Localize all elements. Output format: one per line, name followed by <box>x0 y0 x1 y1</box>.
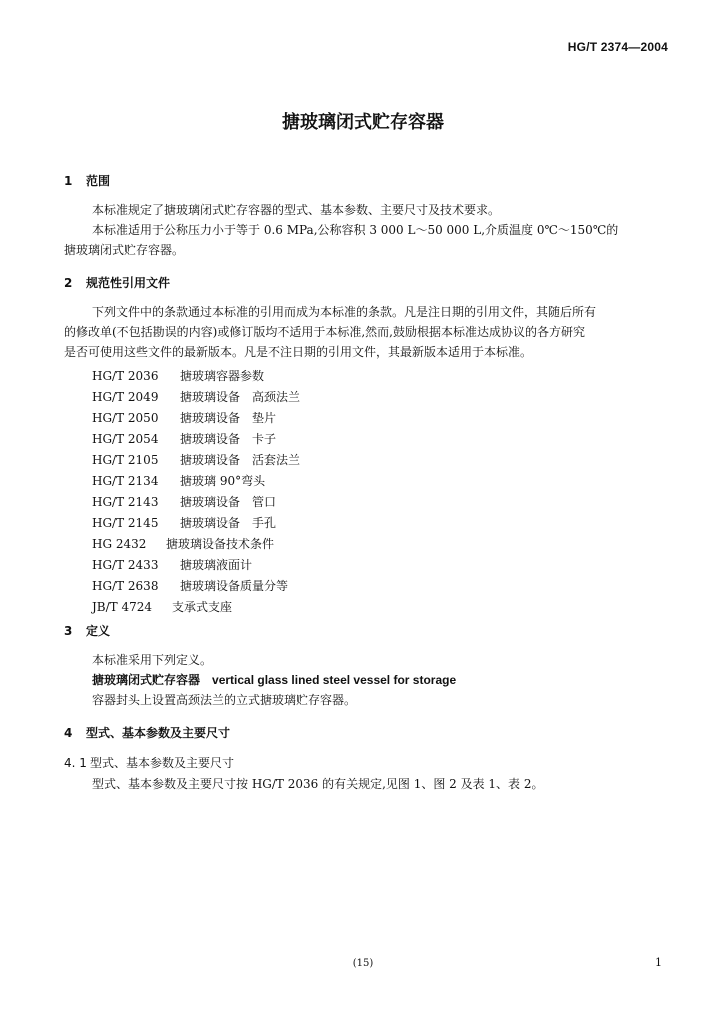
list-item <box>92 576 300 597</box>
ref-code: JB/T 4724 <box>92 600 153 614</box>
list-item <box>92 408 300 429</box>
ref-code: HG/T 2145 <box>92 516 159 530</box>
ref-code: HG/T 2036 <box>92 369 159 383</box>
page-number: (15) <box>352 958 374 969</box>
list-item <box>92 513 300 534</box>
page-title: 搪玻璃闭式贮存容器 <box>282 112 444 133</box>
paragraph: 本标准规定了搪玻璃闭式贮存容器的型式、基本参数、主要尺寸及技术要求。 <box>92 203 501 217</box>
list-item <box>92 450 300 471</box>
list-item <box>92 429 300 450</box>
list-item <box>92 492 300 513</box>
term-chinese: 搪玻璃闭式贮存容器 <box>92 673 201 687</box>
ref-code: HG/T 2049 <box>92 390 159 404</box>
ref-code: HG/T 2433 <box>92 558 159 572</box>
ref-title: 搪玻璃设备 垫片 <box>180 411 277 425</box>
ref-code: HG/T 2638 <box>92 579 159 593</box>
subsection-title: 型式、基本参数及主要尺寸 <box>90 756 235 770</box>
ref-title: 搪玻璃液面计 <box>180 558 253 572</box>
list-item <box>92 555 300 576</box>
list-item <box>92 387 300 408</box>
normative-references-list <box>92 366 300 618</box>
list-item <box>92 366 300 387</box>
ref-code: HG/T 2050 <box>92 411 159 425</box>
subsection-4-1-heading <box>64 754 234 771</box>
ref-title: 搪玻璃设备 高颈法兰 <box>180 390 301 404</box>
section-title: 定义 <box>86 624 111 638</box>
list-item <box>92 534 300 555</box>
section-1-heading <box>64 172 110 189</box>
section-number: 4 <box>64 726 73 740</box>
ref-title: 搪玻璃设备 活套法兰 <box>180 453 301 467</box>
ref-title: 搪玻璃容器参数 <box>180 369 265 383</box>
definition-term <box>92 670 456 690</box>
corner-mark: 1 <box>655 956 662 969</box>
section-title: 型式、基本参数及主要尺寸 <box>86 726 231 740</box>
section-number: 3 <box>64 624 73 638</box>
term-english: vertical glass lined steel vessel for storage <box>212 673 457 687</box>
ref-code: HG/T 2054 <box>92 432 159 446</box>
section-title: 规范性引用文件 <box>86 276 171 290</box>
section-number: 1 <box>64 174 73 188</box>
paragraph: 搪玻璃闭式贮存容器。 <box>64 243 185 257</box>
paragraph: 本标准适用于公称压力小于等于 0.6 MPa,公称容积 3 000 L～50 000 L,介质温度 0℃～150℃的 <box>92 223 619 237</box>
ref-title: 搪玻璃设备技术条件 <box>166 537 275 551</box>
ref-title: 搪玻璃设备质量分等 <box>180 579 289 593</box>
subsection-number: 4. 1 <box>64 756 87 770</box>
ref-title: 搪玻璃设备 卡子 <box>180 432 277 446</box>
paragraph: 下列文件中的条款通过本标准的引用而成为本标准的条款。凡是注日期的引用文件，其随后所有 <box>92 305 597 319</box>
section-2-heading <box>64 274 170 291</box>
ref-title: 搪玻璃设备 手孔 <box>180 516 277 530</box>
section-number: 2 <box>64 276 73 290</box>
list-item <box>92 597 300 618</box>
ref-code: HG/T 2105 <box>92 453 159 467</box>
list-item <box>92 471 300 492</box>
paragraph: 是否可使用这些文件的最新版本。凡是不注日期的引用文件，其最新版本适用于本标准。 <box>64 345 533 359</box>
ref-title: 搪玻璃 90°弯头 <box>180 474 266 488</box>
ref-code: HG 2432 <box>92 537 147 551</box>
standard-code: HG/T 2374—2004 <box>567 40 668 54</box>
paragraph: 型式、基本参数及主要尺寸按 HG/T 2036 的有关规定,见图 1、图 2 及表 1、表 2。 <box>92 777 544 791</box>
section-3-heading <box>64 622 110 639</box>
ref-code: HG/T 2143 <box>92 495 159 509</box>
ref-code: HG/T 2134 <box>92 474 159 488</box>
paragraph: 的修改单(不包括勘误的内容)或修订版均不适用于本标准,然而,鼓励根据本标准达成协议的各方研究 <box>64 325 585 339</box>
definition-text: 容器封头上设置高颈法兰的立式搪玻璃贮存容器。 <box>92 693 357 707</box>
section-4-heading <box>64 724 230 741</box>
section-title: 范围 <box>86 174 111 188</box>
paragraph: 本标准采用下列定义。 <box>92 653 213 667</box>
ref-title: 支承式支座 <box>172 600 233 614</box>
ref-title: 搪玻璃设备 管口 <box>180 495 277 509</box>
